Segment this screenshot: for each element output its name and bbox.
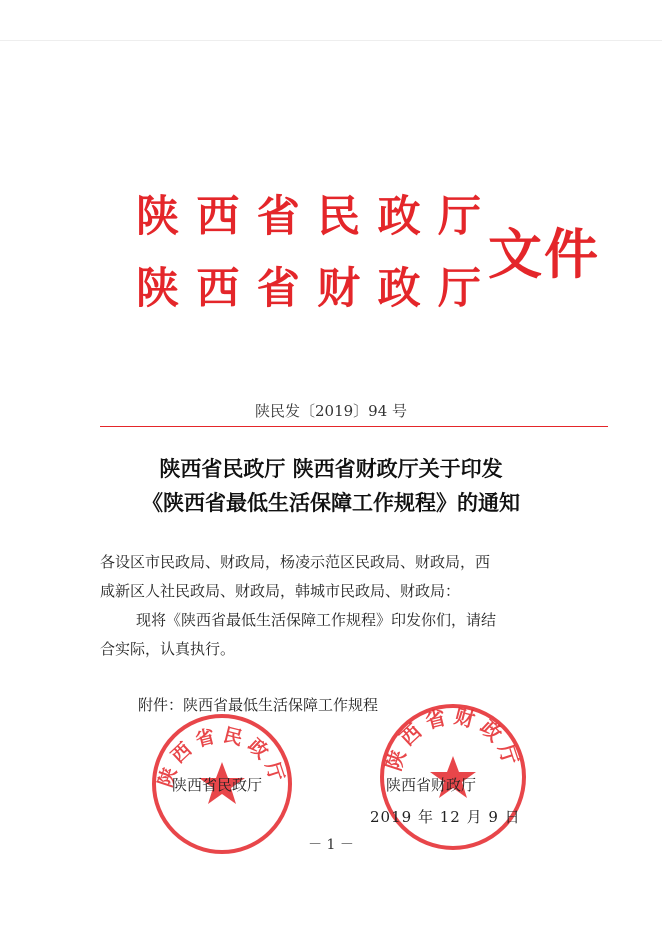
signature-civil-affairs: 陕西省民政厅: [172, 776, 263, 794]
seal-text: 陕西省财政厅: [381, 703, 525, 774]
issuer-char: 政: [377, 192, 421, 242]
issuer-char: 政: [377, 264, 421, 314]
issuer-civil-affairs: [136, 190, 481, 262]
issuer-char: 财: [317, 264, 361, 314]
document-number: 陕民发〔2019〕94 号: [254, 402, 408, 420]
issue-date: 2019 年 12 月 9 日: [370, 808, 521, 826]
issuer-char: 陕: [136, 192, 179, 242]
document-body: [100, 548, 568, 664]
issuer-char: 省: [256, 264, 300, 314]
issuer-char: 民: [317, 192, 361, 242]
issuer-finance: [136, 262, 481, 334]
recipients-line-1: 各设区市民政局、财政局，杨凌示范区民政局、财政局，西: [100, 553, 491, 571]
document-label: 文件: [488, 222, 600, 286]
issuer-char: 厅: [437, 192, 481, 242]
seal-text: 陕西省民政厅: [154, 723, 290, 790]
issuer-char: 西: [196, 264, 240, 314]
issuer-char: 省: [256, 192, 300, 242]
issuer-char: 厅: [437, 264, 481, 314]
issuer-char: 西: [196, 192, 240, 242]
issuer-header: [136, 190, 481, 334]
title-line-1: 陕西省民政厅 陕西省财政厅关于印发: [159, 456, 503, 481]
title-line-2: 《陕西省最低生活保障工作规程》的通知: [142, 490, 520, 515]
red-divider: [100, 426, 608, 427]
page-number: － 1 －: [308, 837, 354, 853]
attachment-note: 附件：陕西省最低生活保障工作规程: [138, 696, 379, 714]
body-paragraph-line-2: 合实际，认真执行。: [100, 640, 236, 658]
recipients-line-2: 咸新区人社民政局、财政局，韩城市民政局、财政局：: [100, 582, 461, 600]
signature-finance: 陕西省财政厅: [386, 776, 477, 794]
scan-edge-line: [0, 40, 662, 41]
issuer-char: 陕: [136, 264, 179, 314]
document-title: [0, 452, 662, 520]
body-paragraph-line-1: 现将《陕西省最低生活保障工作规程》印发你们，请结: [136, 611, 497, 629]
